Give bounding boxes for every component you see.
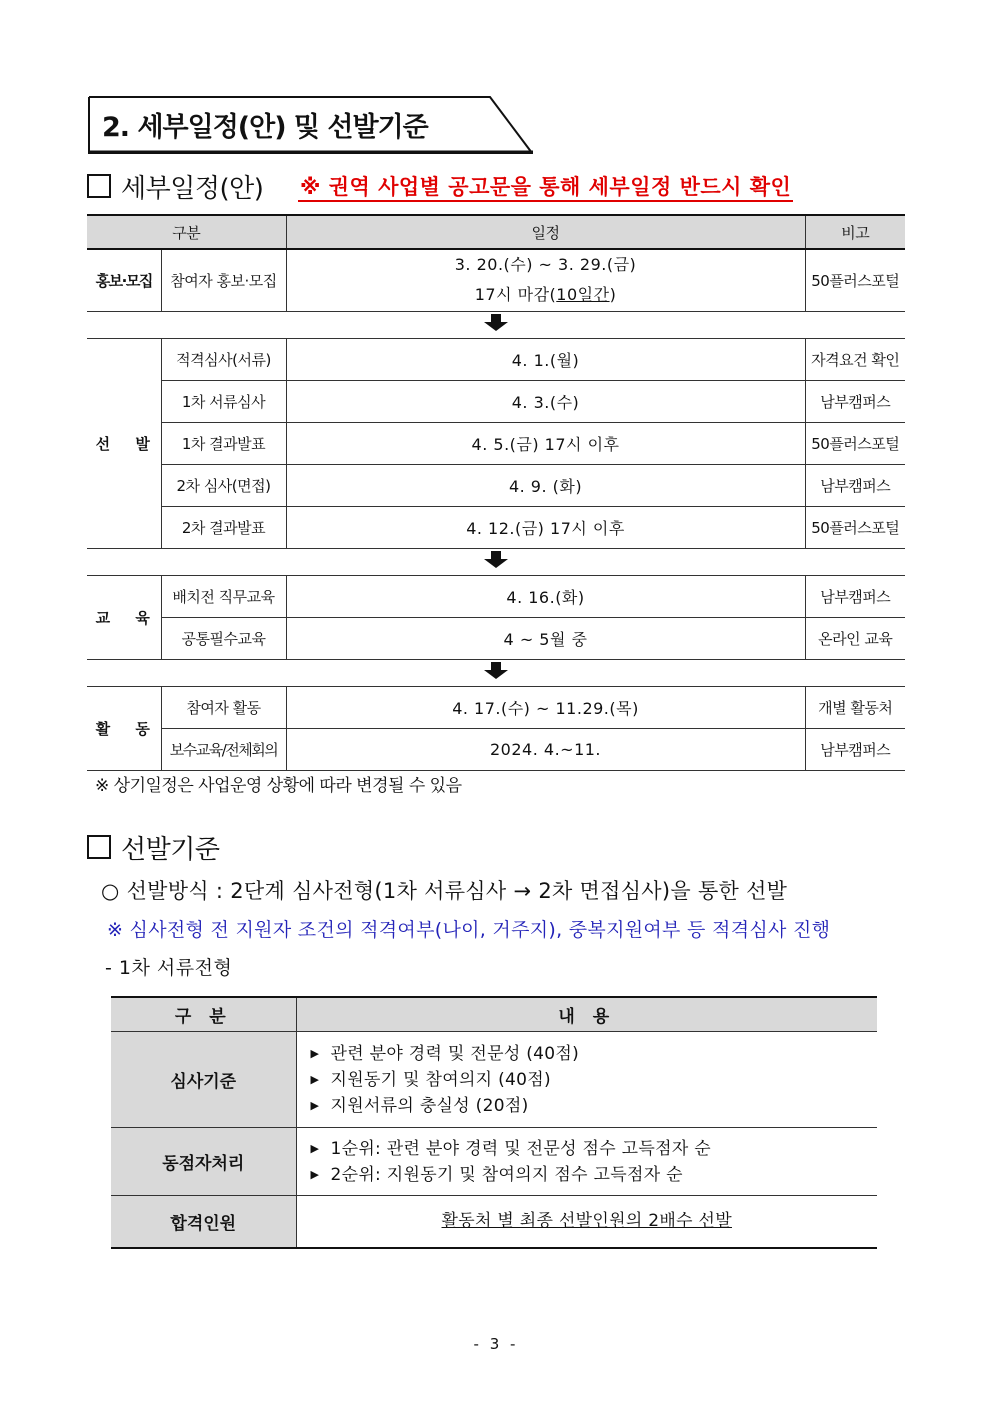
selection-method: ○ 선발방식 : 2단계 심사전형(1차 서류심사 → 2차 면접심사)을 통한 선발 bbox=[101, 879, 788, 903]
selection-item: 2차 심사(면접) bbox=[161, 464, 286, 506]
selection-row bbox=[87, 464, 905, 506]
selection-item: 1차 결과발표 bbox=[161, 422, 286, 464]
criteria-row bbox=[111, 1128, 877, 1196]
education-note: 남부캠퍼스 bbox=[805, 575, 905, 617]
selection-row bbox=[87, 422, 905, 464]
selection-note: 50플러스포털 bbox=[805, 506, 905, 548]
group-activity: 활 동 bbox=[87, 686, 161, 770]
schedule-red-note-wrap bbox=[298, 171, 793, 201]
selection-item: 1차 서류심사 bbox=[161, 380, 286, 422]
selection-date: 4. 3.(수) bbox=[286, 380, 805, 422]
criteria-label: 동점자처리 bbox=[111, 1128, 296, 1196]
activity-item: 참여자 활동 bbox=[161, 686, 286, 728]
criteria-row bbox=[111, 1032, 877, 1128]
criteria-content bbox=[296, 1032, 877, 1128]
down-arrow-cell bbox=[87, 548, 905, 575]
section-title: 2. 세부일정(안) 및 선발기준 bbox=[102, 112, 428, 143]
activity-date: 2024. 4.~11. bbox=[286, 728, 805, 770]
activity-row bbox=[87, 728, 905, 770]
first-round-label: - 1차 서류전형 bbox=[105, 957, 233, 979]
selection-item: 적격심사(서류) bbox=[161, 338, 286, 380]
down-arrow-cell bbox=[87, 311, 905, 338]
criteria-content bbox=[296, 1128, 877, 1196]
selection-row bbox=[87, 338, 905, 380]
education-row bbox=[87, 617, 905, 659]
triangle-bullet-icon: ▶ bbox=[310, 1072, 320, 1086]
triangle-bullet-icon: ▶ bbox=[310, 1046, 320, 1060]
criteria-bullet-text: 2순위: 지원동기 및 참여의지 점수 고득점자 순 bbox=[330, 1164, 683, 1185]
promo-date-underlined: 10일간 bbox=[556, 285, 610, 305]
promo-note: 50플러스포털 bbox=[805, 249, 905, 311]
criteria-row bbox=[111, 1196, 877, 1248]
education-row bbox=[87, 575, 905, 617]
promo-date-suffix: ) bbox=[609, 285, 617, 305]
group-promo: 홍보·모집 bbox=[87, 249, 161, 311]
schedule-header-row bbox=[87, 215, 905, 249]
criteria-col-category: 구 분 bbox=[111, 997, 296, 1032]
promo-date-prefix: 17시 마감( bbox=[474, 285, 557, 305]
criteria-label: 합격인원 bbox=[111, 1196, 296, 1248]
criteria-bullet-item bbox=[311, 1041, 864, 1067]
promo-date-line2 bbox=[287, 280, 805, 310]
criteria-bullet-text: 관련 분야 경력 및 전문성 (40점) bbox=[330, 1043, 580, 1064]
criteria-table bbox=[111, 996, 877, 1249]
arrow-row bbox=[87, 311, 905, 338]
criteria-bullet-text: 1순위: 관련 분야 경력 및 전문성 점수 고득점자 순 bbox=[330, 1138, 711, 1159]
screening-note: ※ 심사전형 전 지원자 조건의 적격여부(나이, 거주지), 중복지원여부 등 적격심사 진행 bbox=[107, 919, 831, 941]
down-arrow-cell bbox=[87, 659, 905, 686]
section-title-box bbox=[88, 96, 533, 154]
criteria-bullet-item bbox=[311, 1067, 864, 1093]
criteria-bullet-item bbox=[311, 1093, 864, 1119]
arrow-row bbox=[87, 659, 905, 686]
promo-row bbox=[87, 249, 905, 311]
down-arrow-icon bbox=[483, 551, 509, 569]
selection-note: 남부캠퍼스 bbox=[805, 380, 905, 422]
triangle-bullet-icon: ▶ bbox=[310, 1167, 320, 1181]
criteria-content bbox=[296, 1196, 877, 1248]
criteria-label: 심사기준 bbox=[111, 1032, 296, 1128]
selection-note: 남부캠퍼스 bbox=[805, 464, 905, 506]
education-item: 공통필수교육 bbox=[161, 617, 286, 659]
activity-row bbox=[87, 686, 905, 728]
selection-date: 4. 5.(금) 17시 이후 bbox=[286, 422, 805, 464]
schedule-red-note: ※ 권역 사업별 공고문을 통해 세부일정 반드시 확인 bbox=[298, 175, 793, 202]
schedule-footnote: ※ 상기일정은 사업운영 상황에 따라 변경될 수 있음 bbox=[95, 776, 462, 796]
col-header-note: 비고 bbox=[805, 215, 905, 249]
promo-date bbox=[286, 249, 805, 311]
activity-note: 개별 활동처 bbox=[805, 686, 905, 728]
checkbox-square-icon bbox=[87, 174, 111, 198]
education-note: 온라인 교육 bbox=[805, 617, 905, 659]
triangle-bullet-icon: ▶ bbox=[310, 1098, 320, 1112]
criteria-heading bbox=[87, 829, 219, 866]
selection-note: 자격요건 확인 bbox=[805, 338, 905, 380]
criteria-col-content: 내 용 bbox=[296, 997, 877, 1032]
pass-count-text: 활동처 별 최종 선발인원의 2배수 선발 bbox=[441, 1211, 732, 1232]
triangle-bullet-icon: ▶ bbox=[310, 1141, 320, 1155]
arrow-row bbox=[87, 548, 905, 575]
down-arrow-icon bbox=[483, 662, 509, 680]
criteria-header-row bbox=[111, 997, 877, 1032]
selection-row bbox=[87, 506, 905, 548]
schedule-table bbox=[87, 214, 905, 771]
selection-item: 2차 결과발표 bbox=[161, 506, 286, 548]
criteria-bullet-text: 지원서류의 충실성 (20점) bbox=[330, 1095, 529, 1116]
activity-note: 남부캠퍼스 bbox=[805, 728, 905, 770]
activity-item: 보수교육/전체회의 bbox=[161, 728, 286, 770]
education-date: 4. 16.(화) bbox=[286, 575, 805, 617]
education-item: 배치전 직무교육 bbox=[161, 575, 286, 617]
activity-date: 4. 17.(수) ~ 11.29.(목) bbox=[286, 686, 805, 728]
selection-date: 4. 12.(금) 17시 이후 bbox=[286, 506, 805, 548]
col-header-category: 구분 bbox=[87, 215, 286, 249]
selection-row bbox=[87, 380, 905, 422]
criteria-bullet-item bbox=[311, 1136, 864, 1162]
group-education: 교 육 bbox=[87, 575, 161, 659]
selection-date: 4. 1.(월) bbox=[286, 338, 805, 380]
schedule-heading bbox=[87, 168, 263, 205]
page-number: - 3 - bbox=[473, 1335, 519, 1353]
col-header-schedule: 일정 bbox=[286, 215, 805, 249]
checkbox-square-icon bbox=[87, 835, 111, 859]
promo-item: 참여자 홍보·모집 bbox=[161, 249, 286, 311]
selection-note: 50플러스포털 bbox=[805, 422, 905, 464]
down-arrow-icon bbox=[483, 314, 509, 332]
selection-date: 4. 9. (화) bbox=[286, 464, 805, 506]
criteria-heading-text: 선발기준 bbox=[121, 835, 220, 865]
criteria-bullet-text: 지원동기 및 참여의지 (40점) bbox=[330, 1069, 551, 1090]
schedule-heading-text: 세부일정(안) bbox=[121, 174, 264, 204]
group-selection: 선 발 bbox=[87, 338, 161, 548]
criteria-bullet-item bbox=[311, 1162, 864, 1188]
promo-date-line1: 3. 20.(수) ~ 3. 29.(금) bbox=[454, 255, 637, 275]
education-date: 4 ~ 5월 중 bbox=[286, 617, 805, 659]
